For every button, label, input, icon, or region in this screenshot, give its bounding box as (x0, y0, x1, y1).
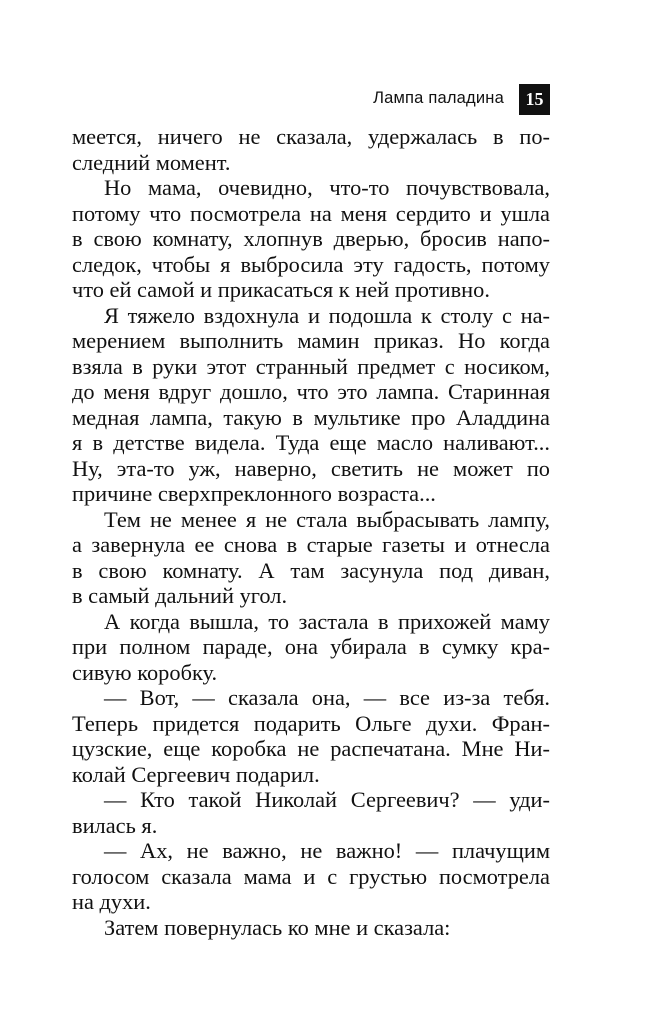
text-line: медная лампа, такую в мультике про Аладдина (72, 404, 550, 430)
text-line: Я тяжело вздохнула и подошла к столу с на- (104, 302, 550, 328)
text-line: взяла в руки этот странный предмет с носиком, (72, 353, 550, 379)
text-line: Ну, эта-то уж, наверно, светить не может по (72, 455, 550, 481)
text-line: Но мама, очевидно, что-то почувствовала, (104, 175, 550, 200)
text-line: потому что посмотрела на меня сердито и ушла (72, 200, 550, 226)
paragraph (72, 303, 550, 507)
paragraph (72, 175, 550, 303)
text-line: в самый дальний угол. (72, 583, 288, 608)
text-line: меется, ничего не сказала, удержалась в по- (72, 124, 550, 149)
text-line: при полном параде, она убирала в сумку кра- (72, 634, 550, 659)
text-line: мерением выполнить мамин приказ. Но когда (72, 328, 550, 353)
paragraph (72, 507, 550, 609)
text-line: я в детстве видела. Туда еще масло наливают... (72, 430, 550, 455)
text-line: в свою комнату. А там засунула под диван, (72, 557, 550, 583)
paragraph (72, 609, 550, 686)
text-line: цузские, еще коробка не распечатана. Мне Ни- (72, 736, 550, 761)
text-line: следний момент. (72, 149, 231, 175)
text-line: причине сверхпреклонного возраста... (72, 481, 436, 506)
text-line: А когда вышла, то застала в прихожей маму (104, 608, 550, 634)
text-line: до меня вдруг дошло, что это лампа. Старинная (72, 379, 550, 404)
text-line: колай Сергеевич подарил. (72, 761, 320, 787)
body-text (72, 124, 550, 940)
text-line: — Ах, не важно, не важно! — плачущим (104, 838, 550, 863)
text-line: в свою комнату, хлопнув дверью, бросив напо- (72, 226, 550, 251)
paragraph (72, 685, 550, 787)
text-line: сивую коробку. (72, 659, 218, 685)
text-line: — Кто такой Николай Сергеевич? — уди- (104, 787, 550, 812)
text-line: Тем не менее я не стала выбрасывать лампу, (104, 506, 550, 532)
text-line: — Вот, — сказала она, — все из-за тебя. (104, 685, 550, 710)
text-line: вилась я. (72, 812, 158, 838)
running-header (70, 84, 550, 116)
page-number: 15 (519, 84, 550, 115)
paragraph (72, 838, 550, 915)
text-line: а завернула ее снова в старые газеты и отнесла (72, 532, 550, 557)
text-line: Теперь придется подарить Ольге духи. Фран- (72, 710, 550, 736)
paragraph (72, 787, 550, 838)
book-title: Лампа паладина (373, 89, 504, 107)
text-line: Затем повернулась ко мне и сказала: (104, 914, 451, 940)
text-line: голосом сказала мама и с грустью посмотрела (72, 863, 550, 889)
text-line: следок, чтобы я выбросила эту гадость, потому (72, 251, 550, 277)
paragraph (72, 124, 550, 175)
text-line: на духи. (72, 889, 151, 914)
paragraph (72, 915, 550, 941)
text-line: что ей самой и прикасаться к ней противно. (72, 277, 490, 302)
